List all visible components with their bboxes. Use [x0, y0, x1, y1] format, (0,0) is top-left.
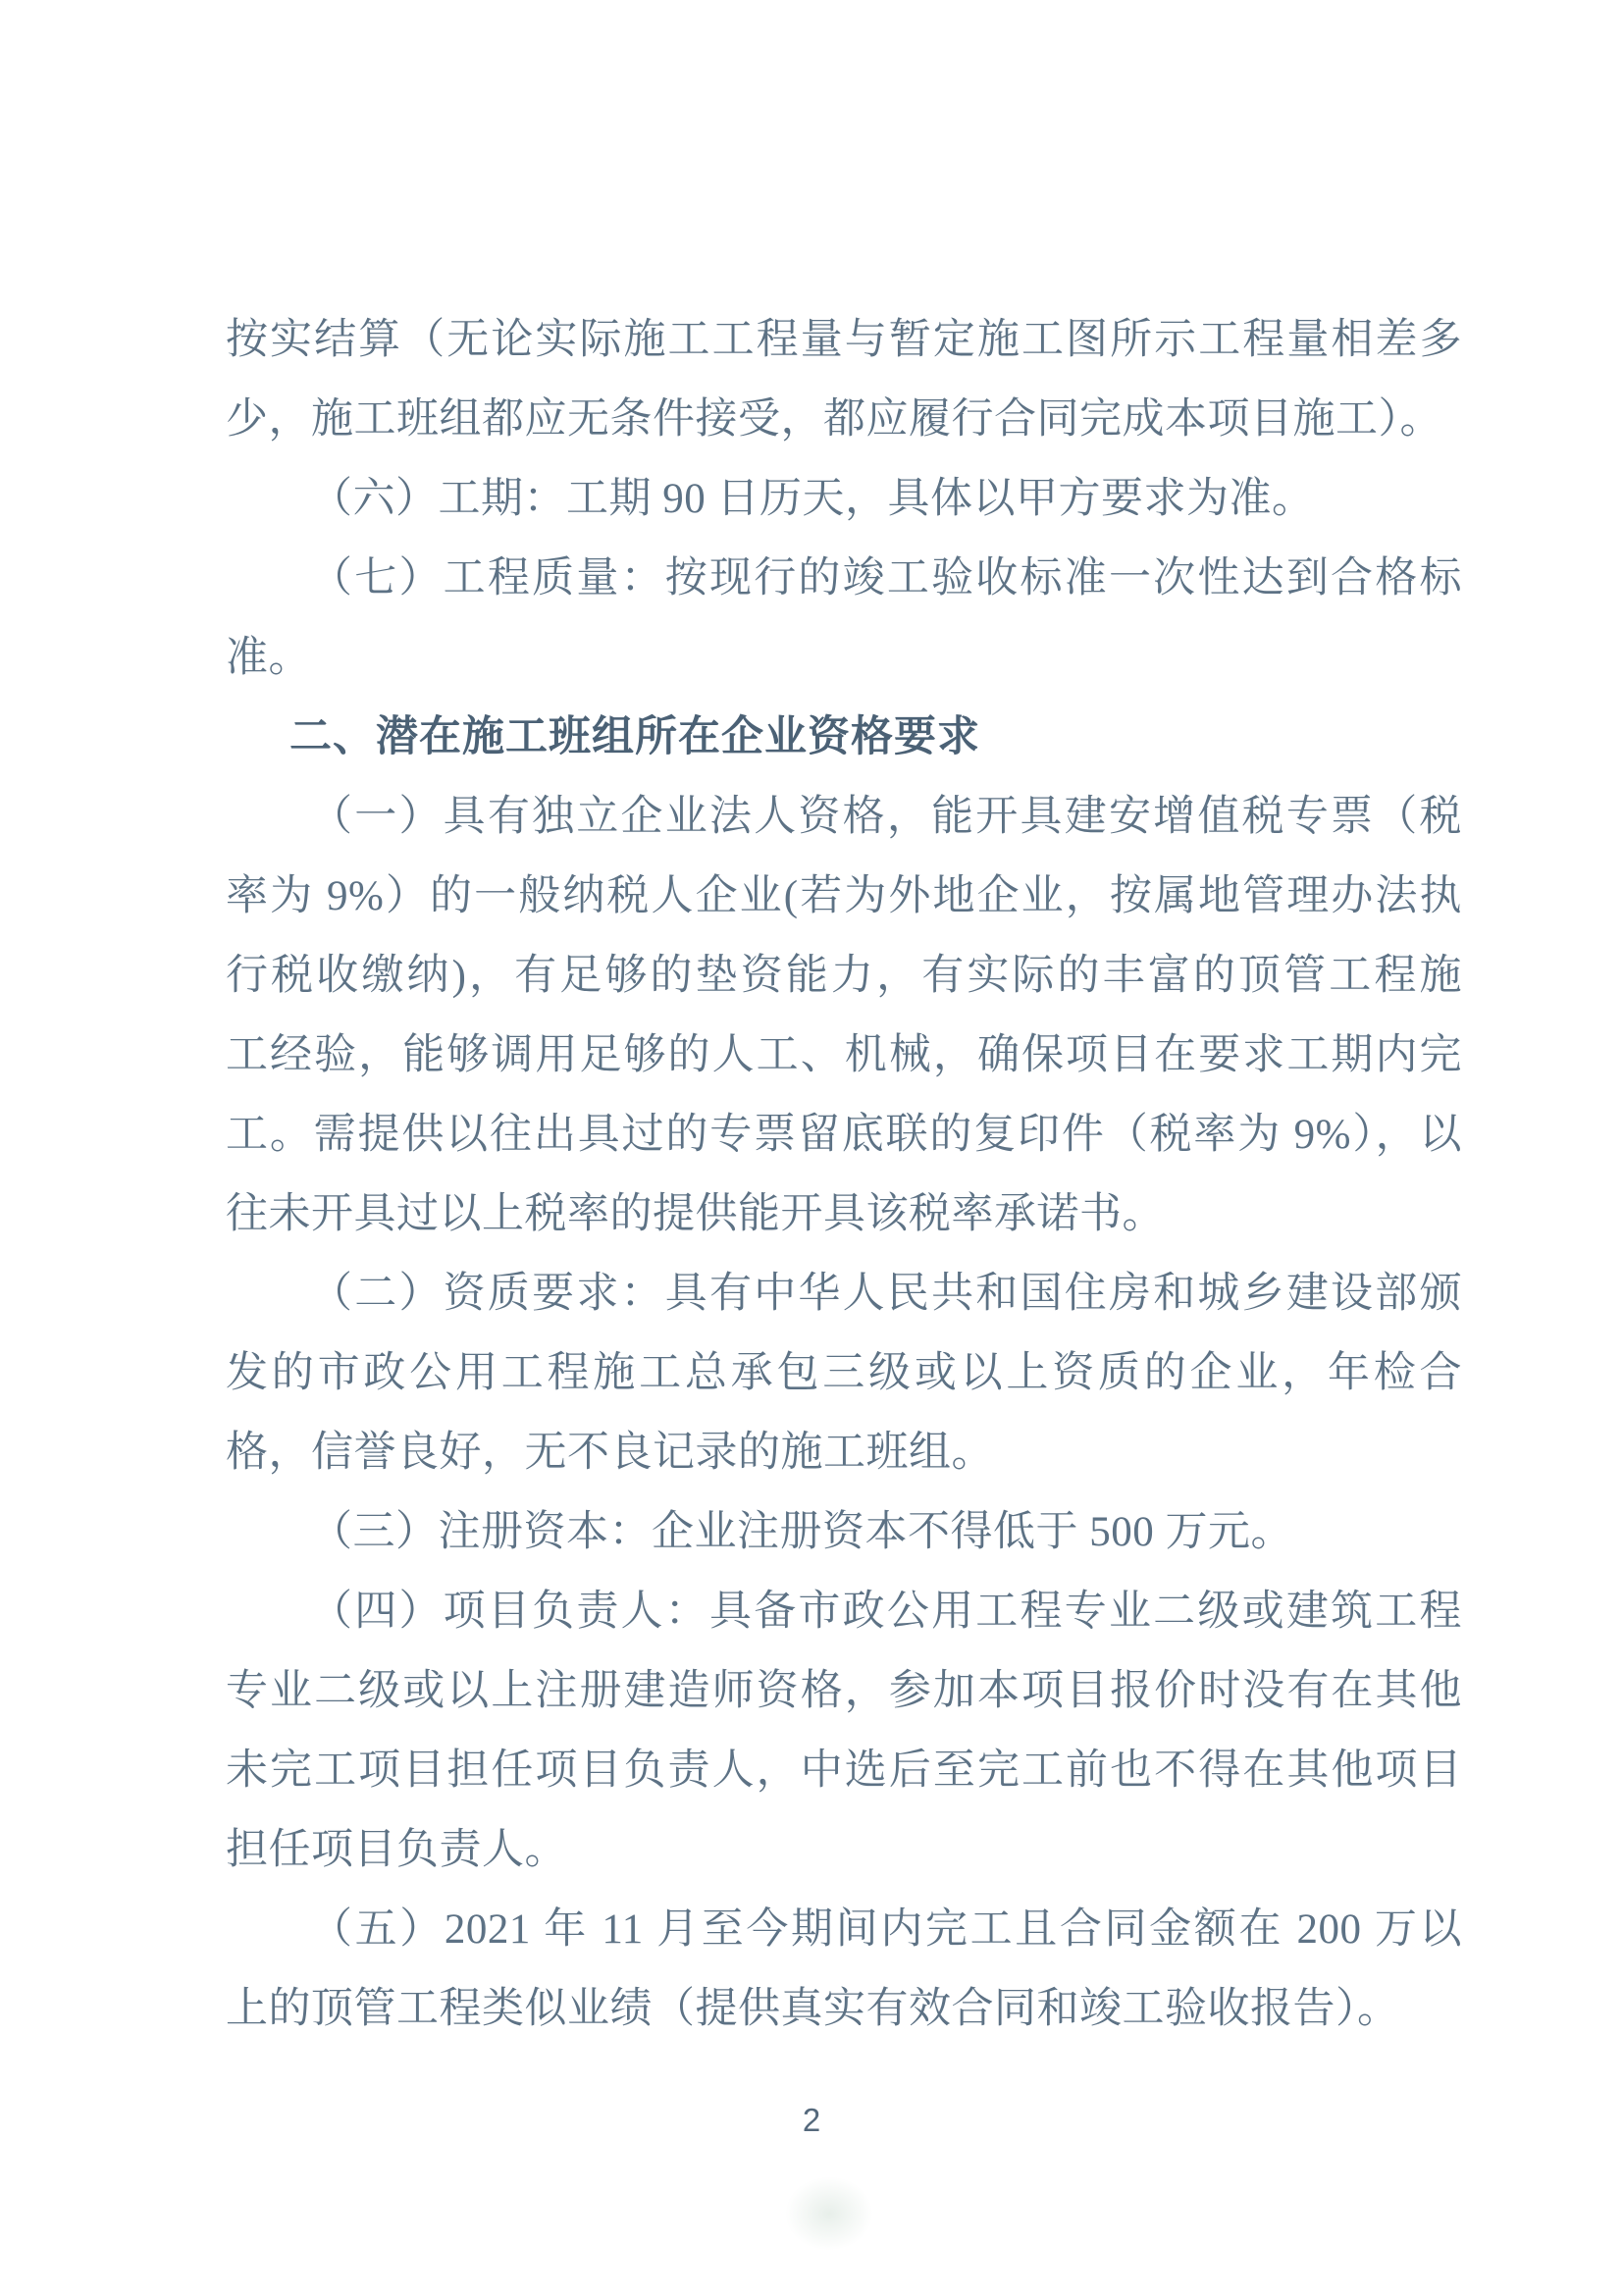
paragraph-line: 工经验，能够调用足够的人工、机械，确保项目在要求工期内完: [226, 1032, 1462, 1078]
paragraph-line: 往未开具过以上税率的提供能开具该税率承诺书。: [226, 1191, 1165, 1237]
paragraph-line: 发的市政公用工程施工总承包三级或以上资质的企业，年检合: [226, 1350, 1462, 1396]
paragraph-line: （五）2021 年 11 月至今期间内完工且合同金额在 200 万以: [310, 1906, 1462, 1953]
paragraph-line: 行税收缴纳)，有足够的垫资能力，有实际的丰富的顶管工程施: [226, 953, 1462, 999]
paragraph-line: 上的顶管工程类似业绩（提供真实有效合同和竣工验收报告）。: [226, 1986, 1400, 2032]
page-number: 2: [802, 2102, 821, 2138]
paragraph-line: （一）具有独立企业法人资格，能开具建安增值税专票（税: [310, 794, 1462, 840]
paragraph-line: 专业二级或以上注册建造师资格，参加本项目报价时没有在其他: [226, 1668, 1462, 1714]
paragraph-line: 担任项目负责人。: [226, 1827, 567, 1873]
paragraph-line: （七）工程质量：按现行的竣工验收标准一次性达到合格标: [310, 555, 1462, 601]
paragraph-line: （四）项目负责人：具备市政公用工程专业二级或建筑工程: [310, 1589, 1462, 1635]
paragraph-line: （三）注册资本：企业注册资本不得低于 500 万元。: [310, 1509, 1293, 1555]
paragraph-line: 格，信誉良好，无不良记录的施工班组。: [226, 1430, 994, 1476]
paragraph-line: （二）资质要求：具有中华人民共和国住房和城乡建设部颁: [310, 1271, 1462, 1317]
document-body: [226, 300, 1462, 2049]
paragraph-line: 工。需提供以往出具过的专票留底联的复印件（税率为 9%），以: [226, 1112, 1462, 1158]
paragraph-line: （六）工期：工期 90 日历天，具体以甲方要求为准。: [310, 476, 1315, 522]
section-heading: 二、潜在施工班组所在企业资格要求: [289, 714, 980, 760]
paragraph-line: 率为 9%）的一般纳税人企业(若为外地企业，按属地管理办法执: [226, 873, 1462, 919]
paragraph-line: 少，施工班组都应无条件接受，都应履行合同完成本项目施工）。: [226, 396, 1442, 443]
paragraph-line: 准。: [226, 635, 311, 681]
paragraph-line: 按实结算（无论实际施工工程量与暂定施工图所示工程量相差多: [226, 317, 1462, 363]
scan-artifact-smudge: [785, 2176, 873, 2251]
paragraph-line: 未完工项目担任项目负责人，中选后至完工前也不得在其他项目: [226, 1748, 1462, 1794]
